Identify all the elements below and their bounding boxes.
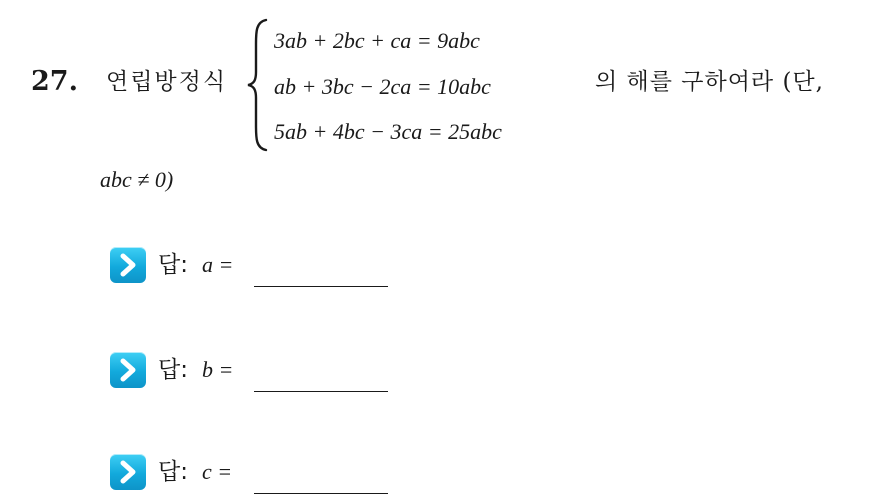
answer-marker [110, 454, 146, 490]
equation-1: 3ab + 2bc + ca = 9abc [274, 28, 480, 53]
answer-row-a [110, 245, 410, 285]
answer-variable: b = [202, 357, 234, 382]
equation-3: 5ab + 4bc − 3ca = 25abc [274, 119, 502, 144]
answer-row-b [110, 350, 410, 390]
chevron-right-icon [110, 247, 146, 283]
answer-marker [110, 247, 146, 283]
answer-label: 답: [158, 459, 188, 485]
answer-label: 답: [158, 252, 188, 278]
question-suffix: 의 해를 구하여라 (단, [595, 69, 824, 95]
chevron-right-icon [110, 454, 146, 490]
answer-variable: a = [202, 252, 234, 277]
equation-2: ab + 3bc − 2ca = 10abc [274, 74, 491, 99]
question-condition: abc ≠ 0) [100, 167, 174, 192]
question-number: 27. [31, 66, 78, 97]
question-prefix: 연립방정식 [106, 69, 228, 95]
answer-marker [110, 352, 146, 388]
answer-blank[interactable] [254, 493, 388, 494]
answer-blank[interactable] [254, 286, 388, 287]
chevron-right-icon [110, 352, 146, 388]
answer-variable: c = [202, 459, 233, 484]
answer-row-c [110, 452, 410, 492]
answer-blank[interactable] [254, 391, 388, 392]
left-brace [246, 18, 272, 152]
answer-label: 답: [158, 357, 188, 383]
